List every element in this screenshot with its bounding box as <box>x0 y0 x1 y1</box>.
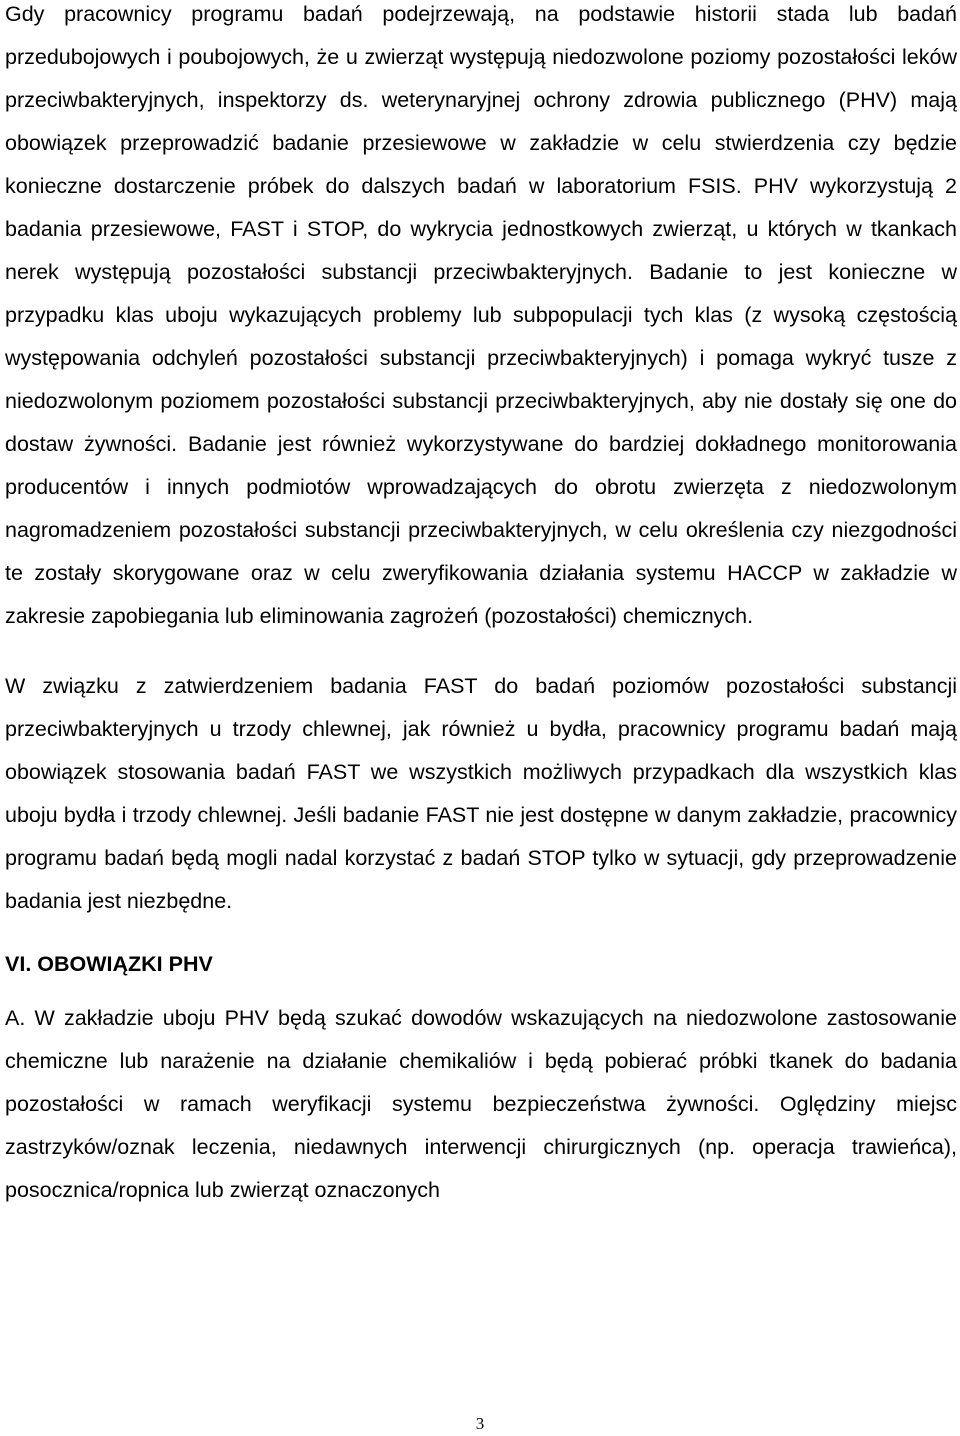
paragraph-residue-screening: Gdy pracownicy programu badań podejrzewają, na podstawie historii stada lub badań przedubojowych i poubojowych, że u zwierząt występują niedozwolone poziomy pozostałości leków przeciwbakteryjnych, inspektorzy ds. weterynaryjnej ochrony zdrowia publicznego (PHV) mają obowiązek przeprowadzić badanie przesiewowe w zakładzie w celu stwierdzenia czy będzie konieczne dostarczenie próbek do dalszych badań w laboratorium FSIS. PHV wykorzystują 2 badania przesiewowe, FAST i STOP, do wykrycia jednostkowych zwierząt, u których w tkankach nerek występują pozostałości substancji przeciwbakteryjnych. Badanie to jest konieczne w przypadku klas uboju wykazujących problemy lub subpopulacji tych klas (z wysoką częstością występowania odchyleń pozostałości substancji przeciwbakteryjnych) i pomaga wykryć tusze z niedozwolonym poziomem pozostałości substancji przeciwbakteryjnych, aby nie dostały się one do dostaw żywności. Badanie jest również wykorzystywane do bardziej dokładnego monitorowania producentów i innych podmiotów wprowadzających do obrotu zwierzęta z niedozwolonym nagromadzeniem pozostałości substancji przeciwbakteryjnych, w celu określenia czy niezgodności te zostały skorygowane oraz w celu zweryfikowania działania systemu HACCP w zakładzie w zakresie zapobiegania lub eliminowania zagrożeń (pozostałości) chemicznych. <box>5 2 957 628</box>
paragraph-fast-test-approval: W związku z zatwierdzeniem badania FAST do badań poziomów pozostałości substancji przeciwbakteryjnych u trzody chlewnej, jak również u bydła, pracownicy programu badań mają obowiązek stosowania badań FAST we wszystkich możliwych przypadkach dla wszystkich klas uboju bydła i trzody chlewnej. Jeśli badanie FAST nie jest dostępne w danym zakładzie, pracownicy programu badań będą mogli nadal korzystać z badań STOP tylko w sytuacji, gdy przeprowadzenie badania jest niezbędne. <box>5 674 957 913</box>
section-heading-phv-duties: VI. OBOWIĄZKI PHV <box>5 952 213 976</box>
document-page <box>5 0 957 1212</box>
page-number: 3 <box>475 1414 485 1433</box>
paragraph-point-a: A. W zakładzie uboju PHV będą szukać dowodów wskazujących na niedozwolone zastosowanie chemiczne lub narażenie na działanie chemikaliów i będą pobierać próbki tkanek do badania pozostałości w ramach weryfikacji systemu bezpieczeństwa żywności. Oględziny miejsc zastrzyków/oznak leczenia, niedawnych interwencji chirurgicznych (np. operacja trawieńca), posocznica/ropnica lub zwierząt oznaczonych <box>5 1006 957 1202</box>
